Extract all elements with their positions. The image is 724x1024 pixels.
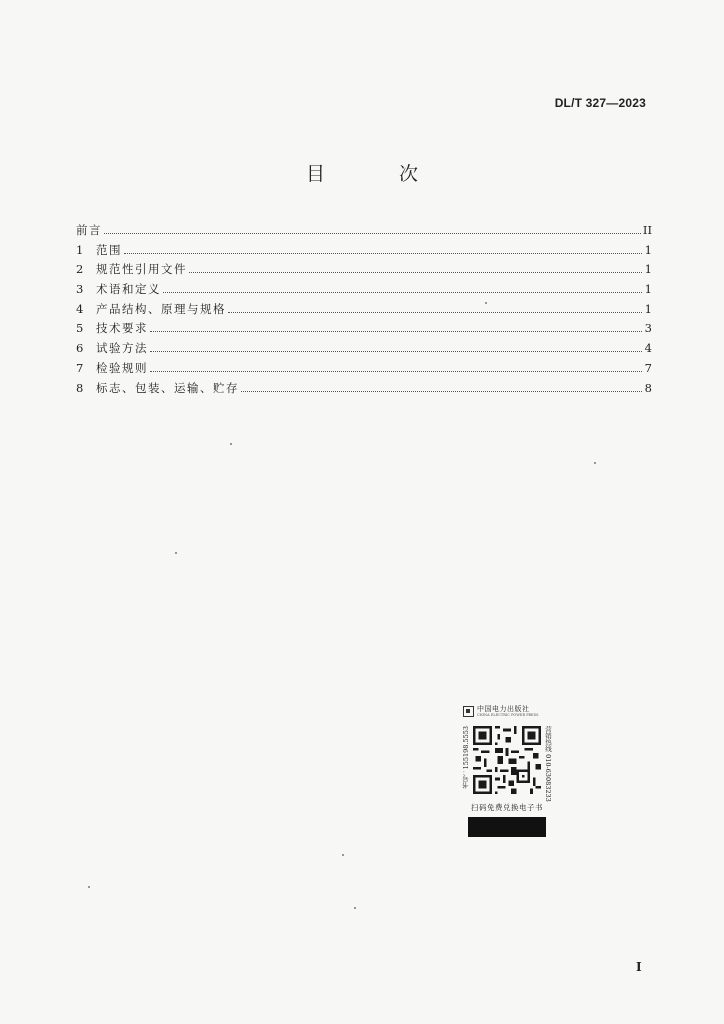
- toc-leader-dots: [104, 222, 641, 234]
- book-number: 书号：155198.5553: [462, 726, 470, 789]
- toc-entry-label: 前言: [76, 223, 102, 237]
- publisher-name-en: CHINA ELECTRIC POWER PRESS: [477, 713, 539, 717]
- toc-leader-dots: [150, 360, 642, 372]
- toc-entry-label: 试验方法: [96, 341, 148, 356]
- scan-speck: [594, 462, 596, 464]
- toc-entry-foreword[interactable]: [76, 221, 652, 241]
- scan-speck: [88, 886, 90, 888]
- toc-entry-label: 技术要求: [96, 321, 148, 336]
- toc-entry-page: 8: [644, 380, 652, 395]
- qr-code[interactable]: [473, 726, 541, 794]
- toc-entry-number: 6: [76, 341, 84, 356]
- toc-entry-3[interactable]: [76, 280, 652, 300]
- toc-entry-number: 5: [76, 321, 84, 336]
- page-title: 目 次: [305, 163, 453, 185]
- toc-entry-number: 3: [76, 282, 84, 297]
- toc-entry-8[interactable]: [76, 379, 652, 399]
- toc-leader-dots: [163, 281, 642, 293]
- toc-leader-dots: [150, 320, 642, 332]
- qr-sticker: [463, 702, 551, 837]
- toc-entry-page: 3: [644, 321, 652, 336]
- toc-entry-label: 产品结构、原理与规格: [96, 301, 226, 316]
- toc-entry-page: 7: [644, 360, 652, 375]
- table-of-contents: [76, 221, 652, 398]
- toc-entry-2[interactable]: [76, 260, 652, 280]
- toc-entry-page: 1: [644, 242, 652, 257]
- qr-area: [463, 722, 551, 800]
- toc-entry-number: 8: [76, 380, 84, 395]
- scan-speck: [485, 302, 487, 304]
- page-number: I: [636, 960, 642, 974]
- toc-entry-label: 标志、包装、运输、贮存: [96, 380, 239, 395]
- toc-entry-7[interactable]: [76, 359, 652, 379]
- scan-speck: [342, 854, 344, 856]
- scan-speck: [230, 443, 232, 445]
- document-code: DL/T 327—2023: [554, 96, 646, 110]
- publisher-header: [463, 702, 551, 720]
- qr-caption: 扫码免费兑换电子书: [471, 803, 543, 812]
- scan-speck: [175, 552, 177, 554]
- toc-leader-dots: [189, 261, 642, 273]
- toc-entry-label: 范围: [96, 242, 122, 257]
- toc-leader-dots: [228, 301, 642, 313]
- sales-hotline: 营销热线 010-63083233: [544, 726, 552, 802]
- toc-entry-1[interactable]: [76, 241, 652, 261]
- toc-entry-page: 1: [644, 282, 652, 297]
- toc-entry-number: 1: [76, 242, 84, 257]
- toc-entry-page: 1: [644, 301, 652, 316]
- toc-leader-dots: [241, 380, 642, 392]
- toc-entry-number: 4: [76, 301, 84, 316]
- scan-speck: [354, 907, 356, 909]
- publisher-name: 中国电力出版社: [477, 705, 530, 713]
- toc-entry-6[interactable]: [76, 339, 652, 359]
- toc-entry-label: 规范性引用文件: [96, 262, 187, 277]
- toc-entry-number: 2: [76, 262, 84, 277]
- toc-entry-label: 检验规则: [96, 360, 148, 375]
- toc-entry-page: 4: [644, 341, 652, 356]
- toc-entry-page: 1: [644, 262, 652, 277]
- toc-leader-dots: [124, 242, 642, 254]
- toc-entry-label: 术语和定义: [96, 282, 161, 297]
- toc-entry-page: II: [642, 223, 652, 237]
- toc-entry-4[interactable]: [76, 300, 652, 320]
- toc-entry-5[interactable]: [76, 319, 652, 339]
- redacted-code-block: [468, 817, 546, 837]
- toc-entry-number: 7: [76, 360, 84, 375]
- publisher-logo-icon: [463, 706, 474, 717]
- toc-leader-dots: [150, 340, 642, 352]
